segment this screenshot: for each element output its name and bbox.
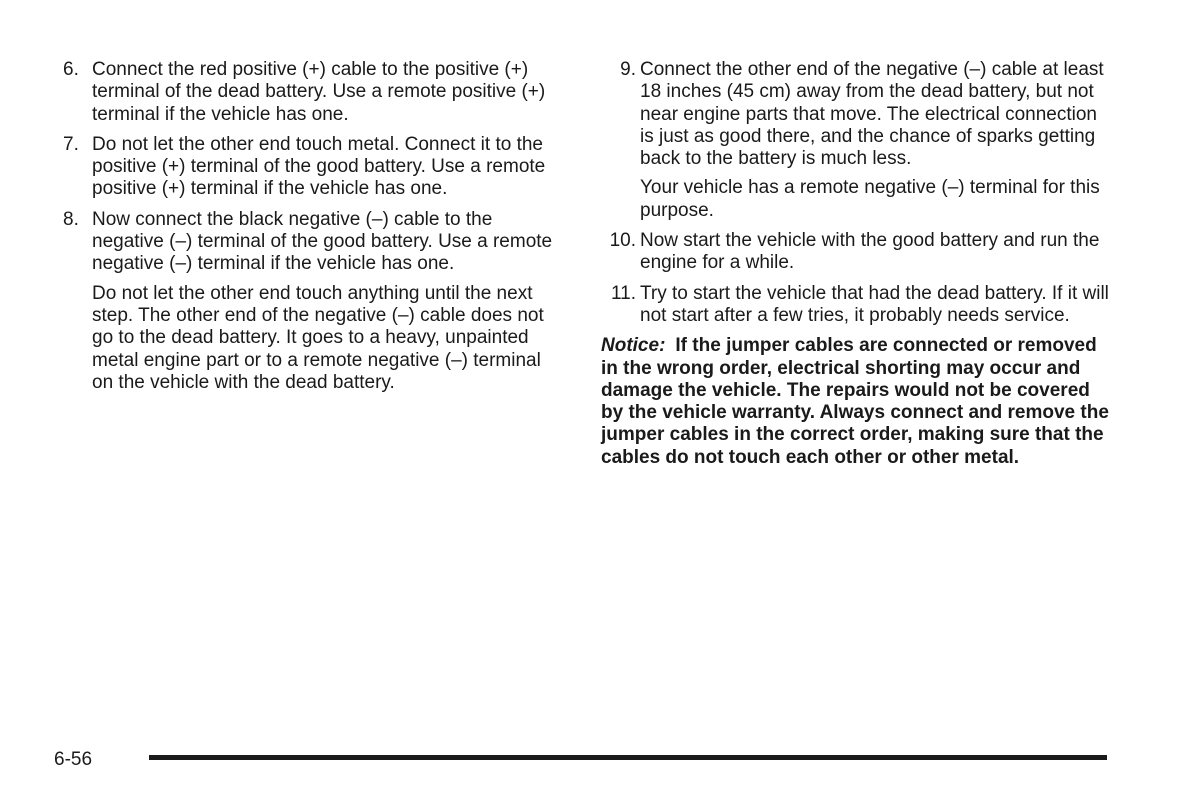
step-number: 9. xyxy=(620,59,636,80)
list-item xyxy=(601,230,1113,275)
step-text: Try to start the vehicle that had the dead battery. If it will not start after a few tries, it probably needs service. xyxy=(640,282,1109,326)
step-number: 7. xyxy=(63,133,79,155)
list-item xyxy=(63,209,563,394)
footer-rule xyxy=(149,755,1107,760)
step-subtext: Your vehicle has a remote negative (–) terminal for this purpose. xyxy=(640,177,1100,221)
step-text: Now start the vehicle with the good battery and run the engine for a while. xyxy=(640,230,1100,274)
notice-block xyxy=(601,335,1113,469)
list-item xyxy=(63,134,563,201)
step-number: 10. xyxy=(609,230,636,252)
list-item xyxy=(63,59,563,126)
right-column xyxy=(601,59,1113,469)
step-number: 6. xyxy=(63,59,79,80)
step-text: Do not let the other end touch metal. Connect it to the positive (+) terminal of the good battery. Use a remote positive (+) terminal if the vehicle has one. xyxy=(92,133,546,200)
step-subtext: Do not let the other end touch anything until the next step. The other end of the negative (–) cable does not go to the dead battery. It goes to a heavy, unpainted metal engine part or to a remote negative (–) terminal on the vehicle with the dead battery. xyxy=(92,282,544,393)
step-text: Connect the other end of the negative (–) cable at least 18 inches (45 cm) away from the dead battery, but not near engine parts that move. The electrical connection is just as good there, and the chance of sparks getting back to the battery is much less. xyxy=(640,59,1104,170)
left-column xyxy=(63,59,563,402)
step-number: 8. xyxy=(63,208,79,230)
step-number: 11. xyxy=(610,282,636,304)
step-text: Now connect the black negative (–) cable to the negative (–) terminal of the good battery. Use a remote negative (–) terminal if the vehicle has one. xyxy=(92,208,553,275)
notice-label: Notice: xyxy=(601,335,666,357)
notice-text: If the jumper cables are connected or removed in the wrong order, electrical shorting may occur and damage the vehicle. The repairs would not be covered by the vehicle warranty. Always connect and remove the jumper cables in the correct order, making sure that the cables do not touch each other or other metal. xyxy=(601,335,1109,468)
list-item xyxy=(601,59,1113,222)
list-item xyxy=(601,283,1113,328)
page-number: 6-56 xyxy=(54,749,93,770)
step-text: Connect the red positive (+) cable to the positive (+) terminal of the dead battery. Use a remote positive (+) terminal if the vehicle has one. xyxy=(92,59,546,125)
